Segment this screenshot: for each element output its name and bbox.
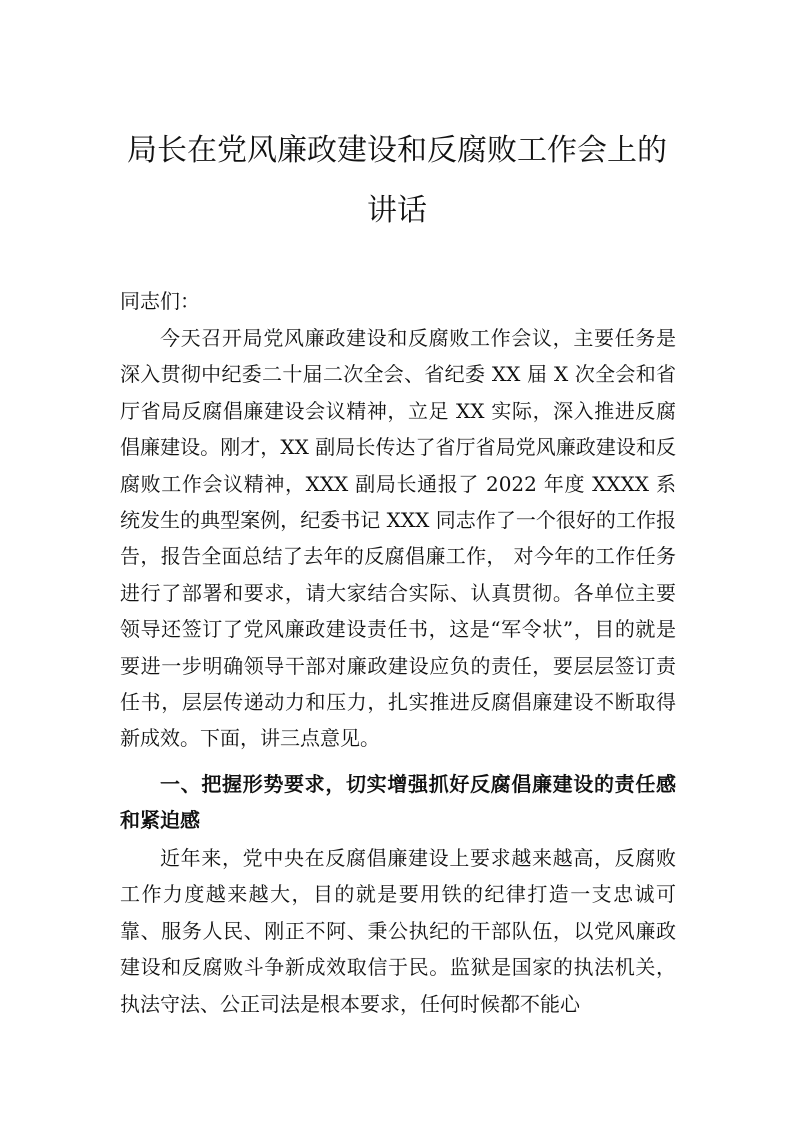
paragraph-section-1: 近年来，党中央在反腐倡廉建设上要求越来越高，反腐败工作力度越来越大，目的就是要用铁的纪律打造一支忠诚可靠、服务人民、刚正不阿、秉公执纪的干部队伍，以党风廉政建设和反腐败斗争新成效取信于民。监狱是国家的执法机关，执法守法、公正司法是根本要求，任何时候都不能心: [120, 846, 676, 1016]
section-heading-1: 一、把握形势要求，切实增强抓好反腐倡廉建设的责任感和紧迫感: [120, 772, 676, 833]
document-title-line-2: 讲话: [367, 193, 427, 228]
paragraph-opening: 今天召开局党风廉政建设和反腐败工作会议，主要任务是深入贯彻中纪委二十届二次全会、省纪委 XX 届 X 次全会和省厅省局反腐倡廉建设会议精神，立足 XX 实际，深入推进反腐倡廉建设。刚才，XX 副局长传达了省厅省局党风廉政建设和反腐败工作会议精神，XXX 副局长通报了 2022 年度 XXXX 系统发生的典型案例，纪委书记 XXX 同志作了一个很好的工作报告，报告全面总结了去年的反腐倡廉工作， 对今年的工作任务进行了部署和要求，请大家结合实际、认真贯彻。各单位主要领导还签订了党风廉政建设责任书，这是“军令状”，目的就是要进一步明确领导干部对廉政建设应负的责任，要层层签订责任书，层层传递动力和压力，扎实推进反腐倡廉建设不断取得新成效。下面，讲三点意见。: [120, 326, 676, 751]
greeting: 同志们：: [120, 289, 200, 313]
document-title-line-1: 局长在党风廉政建设和反腐败工作会上的: [127, 133, 667, 168]
